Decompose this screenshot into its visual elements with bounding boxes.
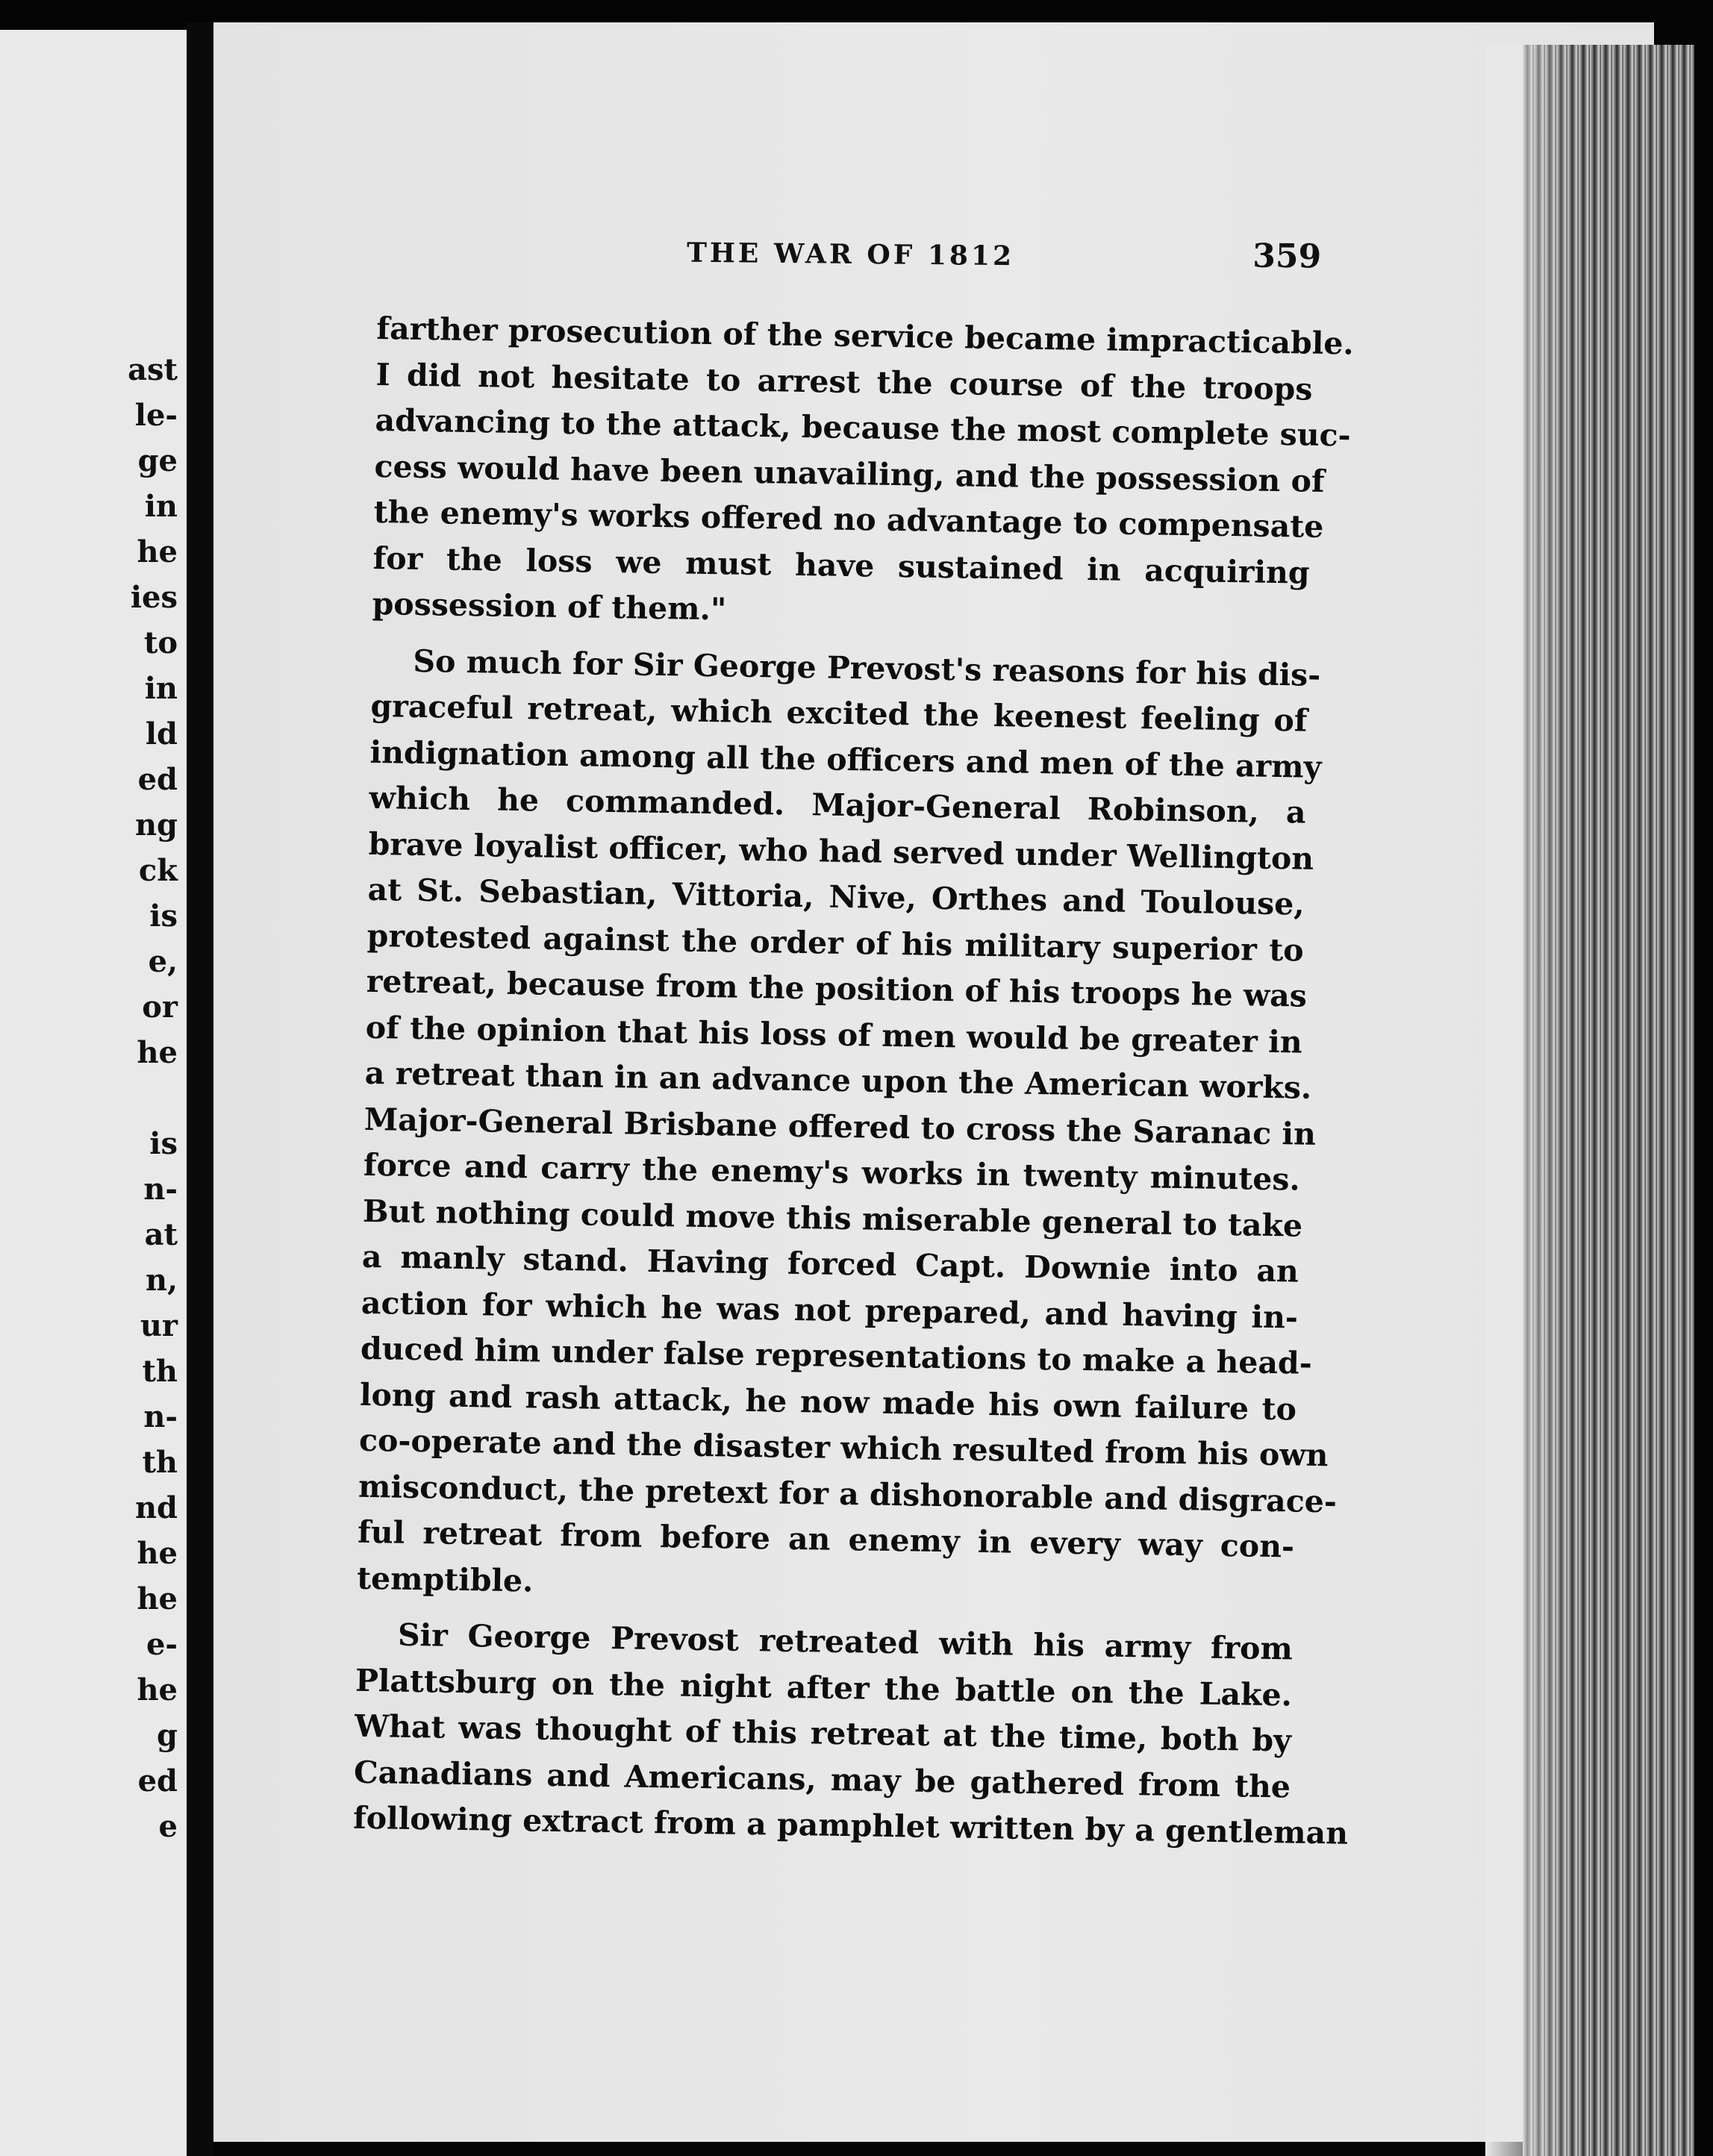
text-line: long and rash attack, he now made his own failure to [359, 1376, 1297, 1428]
text-line: a manly stand. Having forced Capt. Downie into an [361, 1238, 1299, 1290]
left-fragment: in [144, 489, 178, 524]
text-line: which he commanded. Major-General Robinson, a [369, 779, 1306, 831]
text-line: Canadians and Americans, may be gathered from the [353, 1754, 1291, 1805]
text-line: I did not hesitate to arrest the course of the troops [375, 356, 1313, 407]
text-line: cess would have been unavailing, and the possession of [374, 448, 1325, 499]
left-fragment: ed [137, 1763, 178, 1799]
left-fragment [128, 1075, 178, 1121]
text-line: indignation among all the officers and men of the army [369, 734, 1322, 785]
left-fragment: or [142, 990, 178, 1025]
text-line: co-operate and the disaster which resulted from his own [358, 1422, 1329, 1474]
text-line: duced him under false representations to make a head- [360, 1330, 1313, 1381]
running-head [388, 232, 1322, 294]
left-fragment: ge [137, 443, 178, 478]
text-line: brave loyalist officer, who had served under Wellington [368, 825, 1314, 877]
left-fragment: at [144, 1217, 178, 1252]
text-line: action for which he was not prepared, and having in- [361, 1284, 1299, 1336]
text-line: advancing to the attack, because the most complete suc- [375, 401, 1351, 454]
left-fragment: e [158, 1809, 178, 1844]
left-fragment: th [142, 1354, 178, 1389]
text-line: for the loss we must have sustained in acquiring [372, 540, 1310, 591]
left-fragment: ed [137, 762, 178, 797]
paragraph [372, 306, 1355, 642]
left-fragment: is [149, 1126, 178, 1161]
text-line: retreat, because from the position of his troops he was [366, 963, 1308, 1014]
left-fragment: g [157, 1718, 178, 1753]
text-line: of the opinion that his loss of men would be greater in [365, 1009, 1303, 1060]
text-line: What was thought of this retreat at the time, both by [354, 1707, 1292, 1759]
left-fragment: n- [143, 1399, 178, 1434]
text-line: graceful retreat, which excited the keenest feeling of [370, 687, 1308, 739]
running-title: THE WAR OF 1812 [686, 237, 1015, 272]
text-line: ful retreat from before an enemy in every way con- [357, 1513, 1295, 1565]
page-edge-shading [1485, 45, 1575, 2156]
text-line: temptible. [356, 1560, 534, 1599]
body-text [352, 306, 1355, 1856]
left-facing-page [0, 30, 189, 2156]
text-line: But nothing could move this miserable general to take [362, 1193, 1303, 1244]
text-line: possession of them." [372, 585, 727, 628]
left-fragment: e, [148, 944, 178, 979]
left-fragment: e- [146, 1627, 178, 1662]
paragraph [356, 637, 1338, 1616]
book-gutter [187, 22, 213, 2156]
text-line: following extract from a pamphlet written by a gentleman [352, 1799, 1349, 1852]
text-line: Major-General Brisbane offered to cross the Saranac in [363, 1101, 1317, 1152]
left-fragment: to [143, 625, 178, 660]
text-line: force and carry the enemy's works in twenty minutes. [363, 1146, 1301, 1198]
left-fragment: th [142, 1445, 178, 1480]
left-fragment: nd [134, 1490, 178, 1525]
left-fragment: he [137, 1035, 178, 1070]
left-fragment: ies [130, 580, 178, 615]
text-line: at St. Sebastian, Vittoria, Nive, Orthes and Toulouse, [367, 871, 1305, 922]
text-line: misconduct, the pretext for a dishonorable and disgrace- [358, 1468, 1338, 1519]
left-fragment: he [137, 1672, 178, 1707]
text-line: a retreat than in an advance upon the American works. [364, 1054, 1312, 1106]
text-line: the enemy's works offered no advantage to compensate [373, 493, 1324, 545]
left-fragment: ck [138, 853, 178, 888]
left-fragment: n, [145, 1263, 178, 1298]
left-fragment: he [137, 1581, 178, 1616]
left-fragment: ur [140, 1308, 178, 1343]
page-number: 359 [1252, 237, 1322, 276]
left-fragment: is [149, 899, 178, 934]
text-line: protested against the order of his military superior to [366, 917, 1304, 969]
left-fragment: in [144, 671, 178, 706]
left-fragment: ng [134, 807, 178, 843]
text-line: Plattsburg on the night after the battle on the Lake. [355, 1662, 1293, 1713]
left-fragment: n- [143, 1172, 178, 1207]
left-fragment: ld [145, 716, 178, 752]
text-line: Sir George Prevost retreated with his army from [397, 1616, 1294, 1667]
left-fragment: he [137, 1536, 178, 1571]
left-fragment: he [137, 534, 178, 569]
paragraph [352, 1612, 1349, 1856]
text-line: farther prosecution of the service became impracticable. [376, 310, 1355, 362]
left-fragment: ast [128, 352, 178, 387]
left-fragment: le- [134, 398, 178, 433]
text-line: So much for Sir George Prevost's reasons for his dis- [413, 643, 1321, 693]
left-page-text-fragments [128, 347, 178, 1849]
